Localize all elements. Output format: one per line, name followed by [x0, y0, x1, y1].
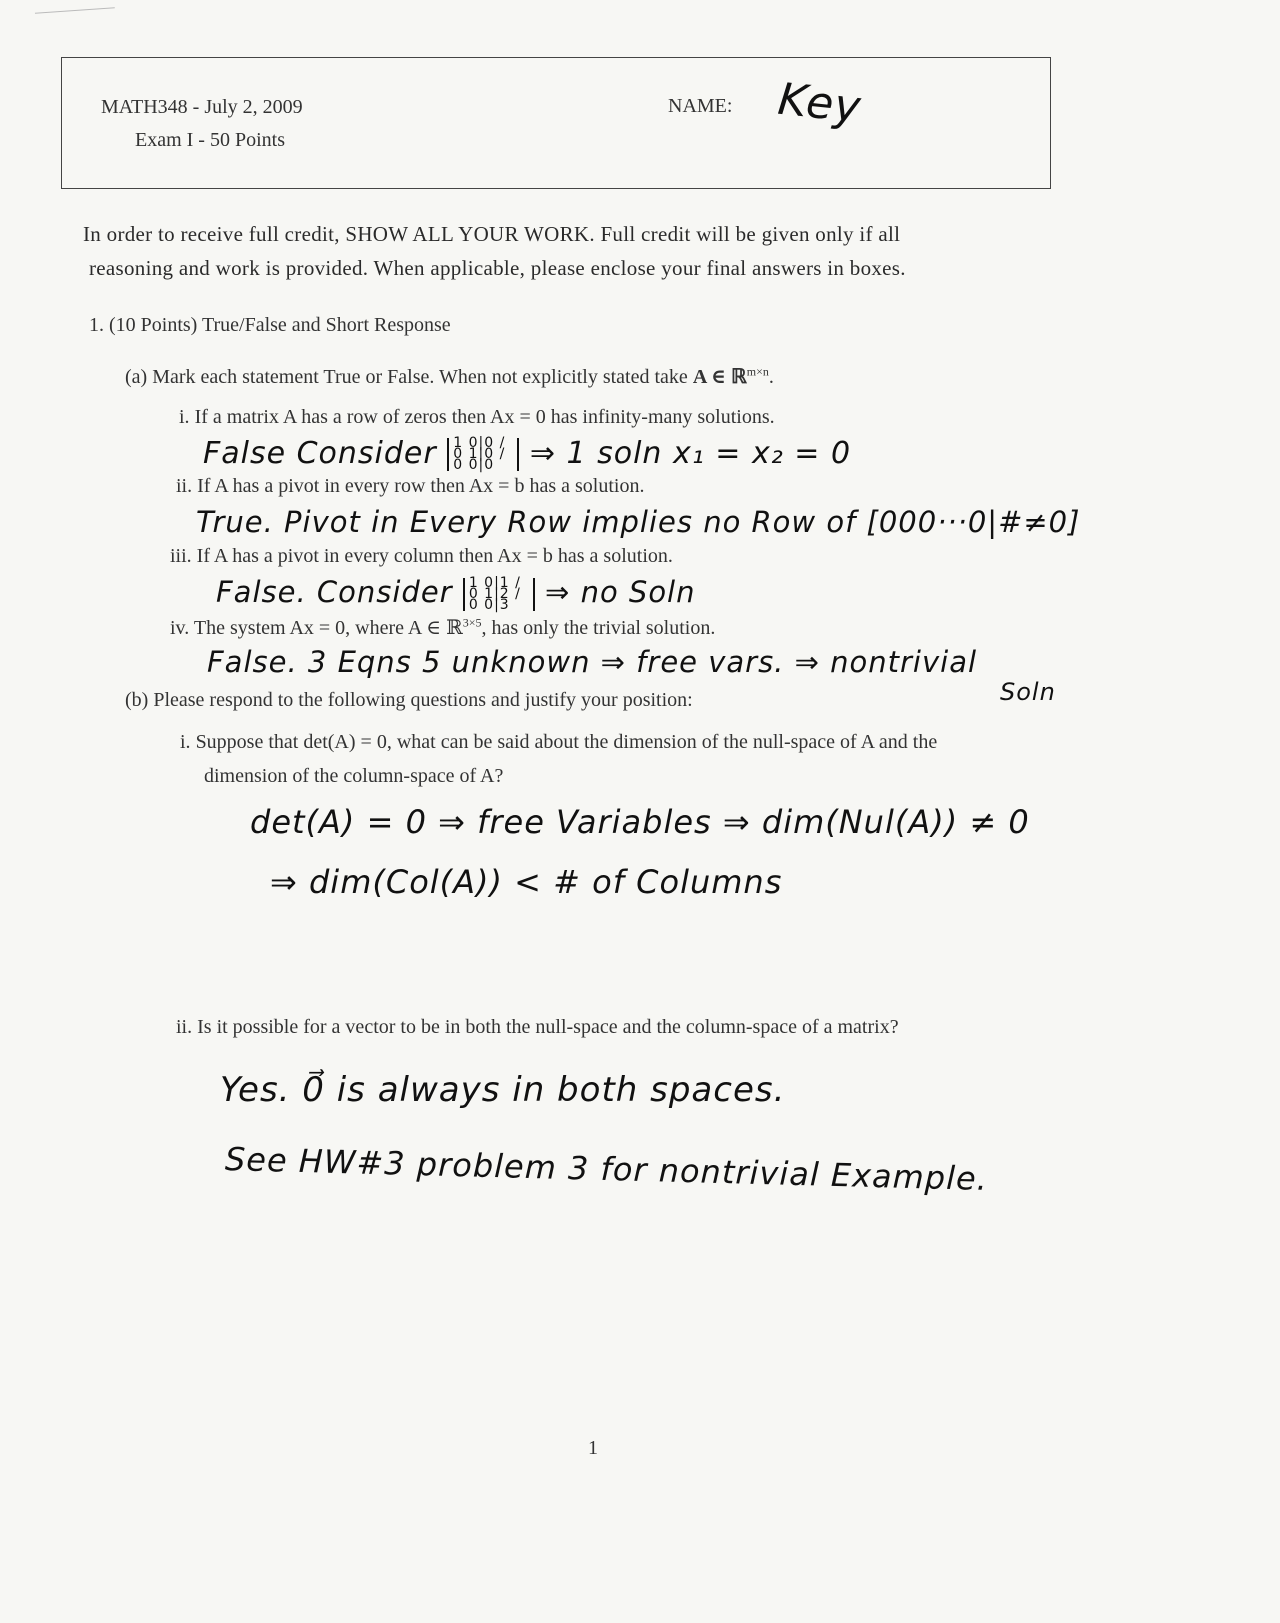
question-a-iv: [170, 615, 715, 640]
part-a-prompt-math: A ∈ ℝ: [692, 366, 747, 388]
question-a-ii-label: ii.: [176, 475, 193, 497]
course-title: MATH348 - July 2, 2009: [101, 96, 303, 118]
name-label: NAME:: [668, 95, 733, 117]
part-b-prompt: (b) Please respond to the following questions and justify your position:: [125, 689, 693, 711]
question-b-ii-text: Is it possible for a vector to be in both the null-space and the column-space of a matrix?: [197, 1016, 899, 1038]
instructions-line-1: In order to receive full credit, SHOW ALL YOUR WORK. Full credit will be given only if all: [83, 222, 901, 246]
question-b-ii-label: ii.: [176, 1016, 193, 1038]
question-a-i: [179, 406, 775, 429]
question-a-i-text: If a matrix A has a row of zeros then Ax = 0 has infinity-many solutions.: [194, 406, 775, 428]
page-number: 1: [588, 1437, 598, 1459]
part-a-prompt-end: .: [768, 366, 774, 388]
answer-a-ii: True. Pivot in Every Row implies no Row of [000···0|#≠0]: [196, 505, 1081, 539]
header-box: [61, 57, 1051, 189]
answer-a-iv-continued: Soln: [1000, 678, 1056, 706]
exam-title: Exam I - 50 Points: [135, 129, 285, 151]
part-a-prompt: [125, 364, 774, 389]
answer-a-iii-text: False. Consider: [216, 575, 453, 609]
question-a-iii-label: iii.: [170, 545, 192, 567]
question-b-i-text: Suppose that det(A) = 0, what can be said about the dimension of the null-space of A and the: [195, 731, 938, 753]
answer-a-iv: False. 3 Eqns 5 unknown ⇒ free vars. ⇒ nontrivial: [207, 645, 978, 679]
question-b-i-label: i.: [180, 731, 191, 753]
question-a-iv-text: The system Ax = 0, where A ∈ ℝ: [193, 617, 463, 639]
problem-1-title: 1. (10 Points) True/False and Short Response: [89, 314, 451, 336]
instructions-line-2: reasoning and work is provided. When applicable, please enclose your final answers in boxes.: [89, 256, 906, 280]
question-b-ii: [176, 1016, 899, 1039]
question-a-iii: [170, 545, 673, 568]
answer-b-i-line-1: det(A) = 0 ⇒ free Variables ⇒ dim(Nul(A)) ≠ 0: [250, 803, 1030, 841]
question-a-iv-sup: 3×5: [462, 615, 482, 630]
part-a-prompt-sup: m×n: [746, 364, 769, 379]
question-a-iii-text: If A has a pivot in every column then Ax = b has a solution.: [196, 545, 673, 567]
question-a-iv-text-end: , has only the trivial solution.: [481, 617, 716, 639]
question-b-i-line-1: [180, 731, 937, 754]
answer-b-i-line-2: ⇒ dim(Col(A)) < # of Columns: [270, 863, 783, 901]
answer-a-iii-matrix: 1 0|1 / 0 1|2 / 0 0|3: [463, 578, 535, 611]
answer-a-i-result: ⇒ 1 soln x₁ = x₂ = 0: [529, 436, 852, 471]
scan-artifact: [35, 7, 115, 18]
part-a-prompt-text: (a) Mark each statement True or False. When not explicitly stated take: [125, 366, 688, 388]
name-handwritten: Key: [775, 73, 864, 134]
answer-b-ii-line-2: See HW#3 problem 3 for nontrivial Example.: [224, 1140, 989, 1198]
answer-a-i: [203, 436, 851, 471]
question-a-ii: [176, 475, 644, 498]
answer-a-i-text: False Consider: [203, 436, 437, 471]
question-a-ii-text: If A has a pivot in every row then Ax = b has a solution.: [197, 475, 645, 497]
question-b-i-line-2: dimension of the column-space of A?: [204, 765, 504, 787]
question-a-iv-label: iv.: [170, 617, 190, 639]
question-a-i-label: i.: [179, 406, 190, 428]
answer-a-i-matrix: 1 0|0 / 0 1|0 / 0 0|0: [447, 438, 519, 471]
answer-a-iii: [216, 575, 696, 611]
answer-b-ii-line-1: Yes. 0⃗ is always in both spaces.: [220, 1070, 786, 1110]
answer-a-iii-result: ⇒ no Soln: [545, 575, 696, 609]
